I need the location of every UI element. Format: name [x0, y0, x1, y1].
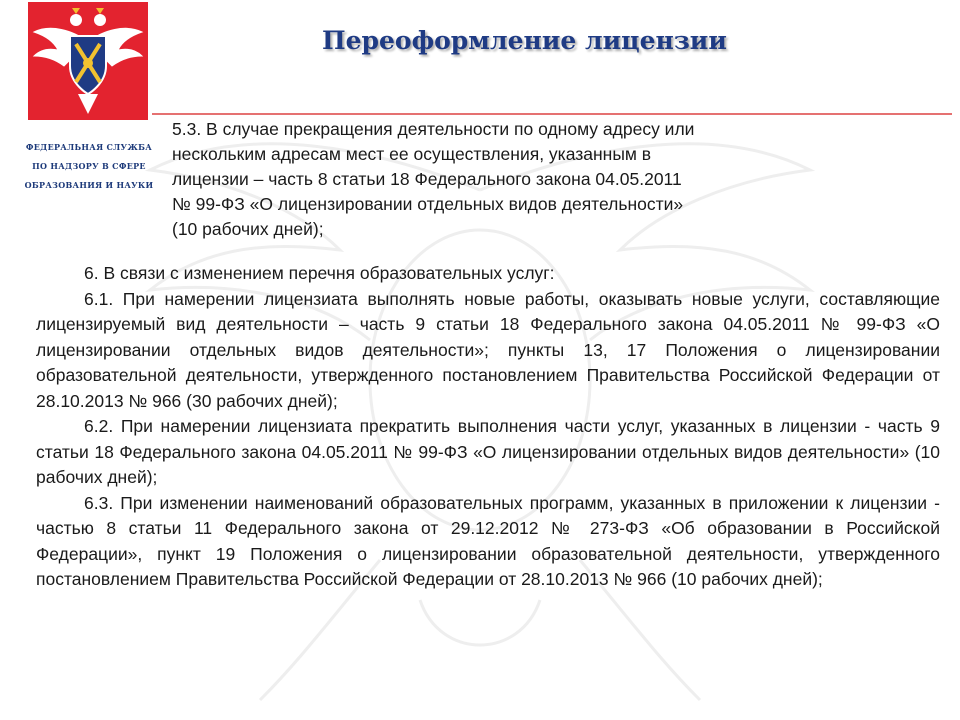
- main-text: [36, 261, 940, 593]
- org-name-line: ФЕДЕРАЛЬНАЯ СЛУЖБА: [25, 142, 153, 152]
- org-name: [24, 138, 154, 195]
- item-5-3: [172, 117, 872, 242]
- double-headed-eagle-icon: [28, 2, 148, 120]
- page-title: Переоформление лицензии: [322, 26, 727, 55]
- org-name-line: ОБРАЗОВАНИЯ И НАУКИ: [24, 180, 154, 190]
- text-line: № 99-ФЗ «О лицензировании отдельных видов деятельности»: [172, 194, 684, 214]
- item-6-2: 6.2. При намерении лицензиата прекратить выполнения части услуг, указанных в лицензии - часть 9 статьи 18 Федерального закона 04.05.2011 № 99-ФЗ «О лицензировании отдельных видов деятельности» (10 рабочих дней);: [36, 416, 940, 487]
- item-6: 6. В связи с изменением перечня образовательных услуг:: [84, 263, 555, 283]
- item-6-3: 6.3. При изменении наименований образовательных программ, указанных в приложении к лицензии - частью 8 статьи 11 Федерального закона от 29.12.2012 № 273-ФЗ «Об образовании в Российской Федерации», пункт 19 Положения о лицензировании образовательной деятельности, утвержденного постановлением Правительства Российской Федерации от 28.10.2013 № 966 (10 рабочих дней);: [36, 492, 940, 589]
- text-line: (10 рабочих дней);: [172, 219, 324, 239]
- divider: [152, 113, 952, 115]
- text-line: нескольким адресам мест ее осуществления, указанным в: [172, 144, 652, 164]
- text-line: лицензии – часть 8 статьи 18 Федерального закона 04.05.2011: [172, 169, 682, 189]
- org-name-line: ПО НАДЗОРУ В СФЕРЕ: [32, 161, 146, 171]
- logo: [28, 2, 148, 120]
- text-line: 5.3. В случае прекращения деятельности по одному адресу или: [172, 119, 695, 139]
- item-6-1: 6.1. При намерении лицензиата выполнять новые работы, оказывать новые услуги, составляющие лицензируемый вид деятельности – часть 9 статьи 18 Федерального закона 04.05.2011 № 99-ФЗ «О лицензировании отдельных видов деятельности»; пункты 13, 17 Положения о лицензировании образовательной деятельности, утвержденного постановлением Правительства Российской Федерации от 28.10.2013 № 966 (30 рабочих дней);: [36, 288, 940, 411]
